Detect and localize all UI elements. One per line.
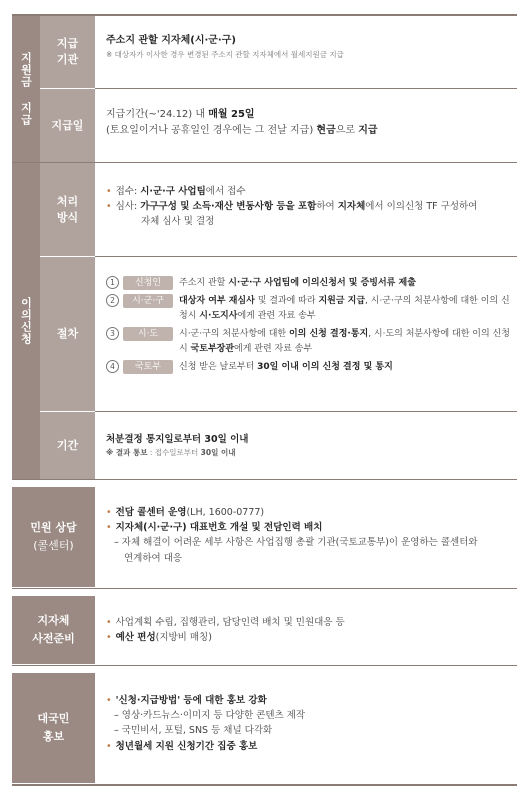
procedure-step-1 (106, 276, 511, 290)
step-text-bold: 지원금 지급 (318, 296, 366, 307)
promo-content (106, 693, 516, 754)
agency-main: 주소지 관할 지자체(시·군·구) (106, 35, 236, 46)
group-header-civil-line1: 민원 상담 (30, 521, 77, 535)
step-text: 및 결과에 따라 (254, 296, 319, 307)
process-text: 에서 접수 (205, 186, 246, 197)
step-body (179, 276, 511, 290)
step-text: 에게 관련 자료 송부 (237, 310, 316, 321)
step-text-bold: 국토부장관 (190, 343, 235, 354)
bullet-icon: • (106, 617, 112, 628)
period-note-text: : 접수일로부터 (147, 448, 201, 458)
period-content (106, 432, 516, 459)
step-text: 에게 관련 자료 송부 (234, 343, 313, 354)
procedure-step-4 (106, 360, 511, 374)
process-item-review (106, 199, 516, 214)
period-note-bold: 30일 이내 (200, 448, 236, 458)
agency-content (106, 33, 516, 61)
bullet-icon: • (106, 186, 112, 197)
prep-text-bold: 예산 편성 (115, 632, 156, 644)
process-content (106, 184, 516, 230)
group-header-prep-line2: 사전준비 (32, 632, 75, 645)
process-item-review-cont: 자체 심사 및 결정 (141, 216, 215, 228)
process-text-bold: 시·군·구 사업팀 (140, 186, 206, 197)
step-tag-sido: 시·도 (123, 327, 173, 341)
prep-item-budget (106, 630, 516, 645)
promo-subitem-channel: – 국민비서, 포털, SNS 등 채널 다각화 (114, 725, 273, 737)
civil-subitem: – 자체 해결이 어려운 세부 사항은 사업집행 총괄 기관(국토교통부)이 운영하는 콜센터와 (114, 537, 478, 549)
divider (95, 256, 517, 257)
step-text-bold: 30일 이내 이의 신청 결정 및 통지 (257, 361, 393, 372)
civil-text-bold: 지자체(시·군·구) 대표번호 개설 및 전담인력 배치 (115, 522, 323, 534)
row-header-agency-line1: 지급 (56, 37, 79, 51)
agency-note: ※ 대상자가 이사한 경우 변경된 주소지 관할 지자체에서 월세지원금 지급 (106, 50, 344, 59)
process-text: 접수: (115, 186, 141, 197)
row-header-agency (40, 16, 95, 88)
payday-text: (토요일이거나 공휴일인 경우에는 그 전날 지급) (106, 125, 317, 136)
procedure-content (106, 276, 511, 378)
prep-content (106, 615, 516, 645)
civil-item-local (106, 520, 516, 535)
group-divider (12, 588, 517, 589)
step-text: 주소지 관할 (179, 278, 229, 288)
step-text-bold: 시·군·구 사업팀에 이의신청서 및 증빙서류 제출 (228, 278, 416, 288)
group-header-support-label: 지원금 지급 (19, 52, 33, 126)
group-divider (12, 479, 517, 480)
step-text: 신청 받은 날로부터 (179, 361, 258, 372)
row-header-period (40, 412, 95, 479)
procedure-step-3 (106, 327, 511, 356)
payday-line2 (106, 123, 516, 139)
payday-text: 으로 (335, 125, 359, 136)
payday-content (106, 107, 516, 139)
process-text-bold: 가구구성 및 소득·재산 변동사항 등을 포함 (140, 201, 317, 213)
group-header-appeal (12, 163, 40, 479)
period-note (106, 447, 516, 459)
group-header-civil-line2: (콜센터) (33, 539, 74, 552)
step-body (179, 294, 511, 323)
step-tag-applicant: 신청인 (123, 276, 173, 290)
step-number-1: 1 (106, 276, 119, 289)
payday-date: 매월 25일 (208, 109, 255, 120)
civil-text: (LH, 1600-0777) (186, 507, 265, 518)
payday-pay: 지급 (358, 125, 378, 136)
group-header-appeal-label: 이의신청 (19, 297, 33, 345)
process-text: 하여 (316, 201, 338, 213)
row-header-procedure-label: 절차 (56, 327, 79, 341)
step-text: 시·군·구의 처분사항에 대한 (179, 329, 289, 340)
row-header-process (40, 163, 95, 256)
row-header-payday-label: 지급일 (51, 118, 84, 132)
step-tag-sigungu: 시·군·구 (123, 294, 173, 308)
promo-text-bold: '신청·지급방법' 등에 대한 홍보 강화 (115, 695, 267, 706)
row-header-period-label: 기간 (56, 438, 79, 452)
process-item-receipt (106, 184, 516, 199)
step-text-bold: 이의 신청 결정·통지 (288, 329, 369, 340)
procedure-step-2 (106, 294, 511, 323)
prep-text: (지방비 매칭) (155, 632, 212, 644)
step-text: , 시·도의 처분사항에 대한 이의 신청시 (179, 329, 510, 354)
step-tag-molit: 국토부 (123, 360, 173, 374)
step-text-bold: 시·도지사 (199, 310, 238, 321)
step-number-4: 4 (106, 360, 119, 373)
process-text-bold: 지자체 (337, 201, 366, 213)
group-header-prep-line1: 지자체 (37, 614, 70, 628)
civil-subitem-cont: 연계하여 대응 (124, 552, 183, 564)
civil-item-callcenter (106, 505, 516, 520)
bullet-icon: • (106, 632, 112, 644)
process-text: 심사: (115, 201, 141, 213)
prep-text: 사업계획 수립, 집행관리, 담당인력 배치 및 민원대응 등 (115, 617, 345, 628)
group-header-civil (12, 487, 95, 587)
payday-line1 (106, 107, 516, 123)
row-header-procedure (40, 257, 95, 411)
civil-content (106, 505, 516, 566)
bullet-icon: • (106, 740, 112, 752)
step-text: , 시·군·구의 처분사항에 대한 이의 신청시 (179, 296, 510, 321)
bullet-icon: • (106, 695, 112, 706)
row-header-process-line1: 처리 (56, 194, 79, 208)
period-main: 처분결정 통지일로부터 30일 이내 (106, 434, 249, 445)
promo-subitem-content: – 영상·카드뉴스·이미지 등 다양한 콘텐츠 제작 (114, 710, 306, 722)
process-text: 에서 이의신청 TF 구성하여 (365, 201, 478, 213)
row-header-payday (40, 89, 95, 162)
group-header-promo-line2: 홍보 (42, 730, 65, 743)
civil-text-bold: 전담 콜센터 운영 (115, 507, 187, 518)
divider (95, 411, 517, 412)
payday-text: 지급기간(~'24.12) 내 (106, 109, 209, 120)
bullet-icon: • (106, 522, 112, 534)
payday-cash: 현금 (316, 125, 336, 136)
group-header-support (12, 16, 40, 162)
step-text-bold: 대상자 여부 재심사 (179, 296, 255, 307)
step-body (179, 360, 511, 374)
bullet-icon: • (106, 507, 112, 518)
step-number-2: 2 (106, 294, 119, 307)
step-number-3: 3 (106, 327, 119, 340)
period-note-label: ※ 결과 통보 (106, 448, 148, 458)
divider (95, 88, 517, 89)
group-header-promo (12, 673, 95, 783)
promo-item-period (106, 739, 516, 754)
row-header-agency-line2: 기관 (56, 53, 79, 66)
promo-text-bold: 청년월세 지원 신청기간 집중 홍보 (115, 740, 258, 752)
prep-item-plan (106, 615, 516, 630)
group-header-promo-line1: 대국민 (37, 712, 70, 726)
table-bottom-border (12, 784, 517, 786)
bullet-icon: • (106, 201, 112, 213)
step-body (179, 327, 511, 356)
group-divider (12, 665, 517, 666)
row-header-process-line2: 방식 (56, 210, 79, 224)
group-header-prep (12, 596, 95, 664)
promo-item-method (106, 693, 516, 708)
